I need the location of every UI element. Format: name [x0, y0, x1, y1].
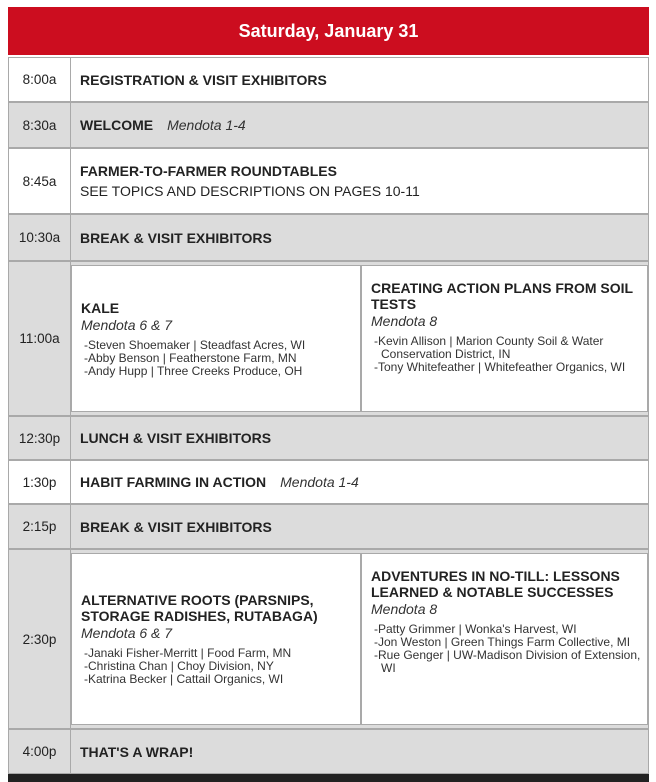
schedule-row	[8, 460, 649, 504]
session-panel	[71, 265, 361, 412]
schedule-row	[8, 729, 649, 774]
speaker: -Janaki Fisher-Merritt | Food Farm, MN	[84, 646, 292, 660]
speaker: -Andy Hupp | Three Creeks Produce, OH	[84, 363, 303, 378]
speaker-list	[81, 339, 354, 378]
time-label: 11:00a	[9, 262, 71, 415]
time-label: 8:30a	[9, 103, 71, 147]
event-title: BREAK & VISIT EXHIBITORS	[80, 518, 272, 535]
time-label: 2:15p	[9, 505, 71, 548]
event-title: HABIT FARMING IN ACTION	[80, 474, 267, 490]
schedule-row	[8, 57, 649, 102]
event-location: Mendota 1-4	[280, 474, 359, 490]
event-title: WELCOME	[80, 117, 154, 133]
schedule-row	[8, 102, 649, 148]
time-label: 8:45a	[9, 149, 71, 213]
event-title: FARMER-TO-FARMER ROUNDTABLES	[80, 163, 337, 179]
speaker: -Jon Weston | Green Things Farm Collective, MI	[374, 635, 631, 649]
session-location: Mendota 6 & 7	[81, 625, 173, 641]
time-label: 12:30p	[9, 417, 71, 459]
speaker: -Rue Genger | UW-Madison Division of Extension, WI	[374, 648, 641, 675]
session-title: CREATING ACTION PLANS FROM SOIL TESTS	[371, 280, 633, 312]
session-location: Mendota 8	[371, 601, 438, 617]
session-panel	[361, 553, 648, 725]
session-panel	[71, 553, 361, 725]
session-title: ALTERNATIVE ROOTS (PARSNIPS, STORAGE RADISHES, RUTABAGA)	[81, 592, 318, 624]
time-label: 4:00p	[9, 730, 71, 773]
session-location: Mendota 6 & 7	[81, 316, 173, 333]
event-location: Mendota 1-4	[167, 117, 246, 133]
schedule-row	[8, 416, 649, 460]
speaker: -Katrina Becker | Cattail Organics, WI	[84, 672, 284, 686]
speaker-list	[371, 335, 641, 374]
time-label: 10:30a	[9, 215, 71, 260]
time-label: 2:30p	[9, 550, 71, 728]
time-label: 8:00a	[9, 58, 71, 101]
session-location: Mendota 8	[371, 313, 438, 329]
schedule-row	[8, 549, 649, 729]
speaker-list	[81, 647, 354, 686]
time-label: 1:30p	[9, 461, 71, 503]
event-title: LUNCH & VISIT EXHIBITORS	[80, 430, 272, 446]
session-panel	[361, 265, 648, 412]
event-title: BREAK & VISIT EXHIBITORS	[80, 229, 272, 246]
speaker: -Tony Whitefeather | Whitefeather Organics, WI	[374, 360, 626, 374]
session-title: KALE	[81, 299, 120, 316]
speaker: -Steven Shoemaker | Steadfast Acres, WI	[84, 337, 306, 352]
schedule-row	[8, 148, 649, 214]
day-header	[8, 7, 649, 55]
session-title: ADVENTURES IN NO-TILL: LESSONS LEARNED & NOTABLE SUCCESSES	[371, 568, 620, 600]
day-title: Saturday, January 31	[238, 20, 419, 41]
speaker: -Abby Benson | Featherstone Farm, MN	[84, 350, 297, 365]
bottom-divider	[8, 774, 649, 782]
speaker-list	[371, 623, 641, 675]
event-subtitle: SEE TOPICS AND DESCRIPTIONS ON PAGES 10-11	[80, 183, 420, 199]
schedule-row	[8, 214, 649, 261]
speaker: -Patty Grimmer | Wonka's Harvest, WI	[374, 622, 577, 636]
speaker: -Kevin Allison | Marion County Soil & Water Conservation District, IN	[374, 334, 604, 361]
event-title: REGISTRATION & VISIT EXHIBITORS	[80, 71, 327, 88]
schedule-row	[8, 504, 649, 549]
event-title: THAT'S A WRAP!	[80, 743, 194, 760]
speaker: -Christina Chan | Choy Division, NY	[84, 659, 274, 673]
schedule-row	[8, 261, 649, 416]
